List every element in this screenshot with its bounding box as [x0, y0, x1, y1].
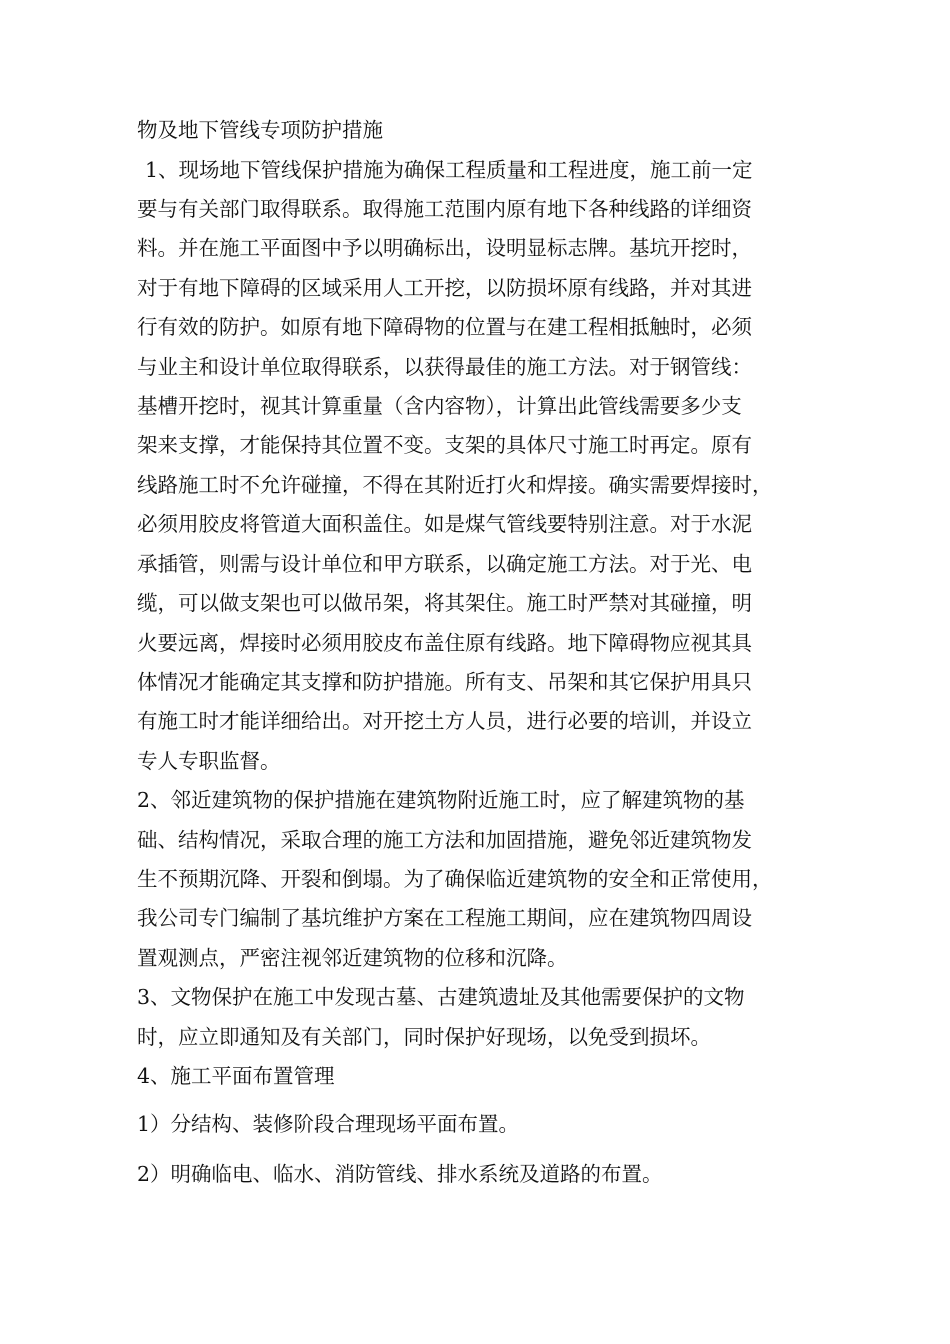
paragraph-line: 料。并在施工平面图中予以明确标出，设明显标志牌。基坑开挖时， [137, 236, 752, 260]
paragraph-line: 专人专职监督。 [137, 749, 281, 773]
paragraph-line: 有施工时才能详细给出。对开挖土方人员，进行必要的培训，并设立 [137, 709, 752, 733]
paragraph-line: 3、文物保护在施工中发现古墓、古建筑遗址及其他需要保护的文物 [137, 985, 745, 1009]
paragraph-line: 置观测点，严密注视邻近建筑物的位移和沉降。 [137, 946, 568, 970]
paragraph-line: 2、邻近建筑物的保护措施在建筑物附近施工时，应了解建筑物的基 [137, 788, 745, 812]
paragraph-line: 1、现场地下管线保护措施为确保工程质量和工程进度，施工前一定 [145, 158, 753, 182]
paragraph-line: 对于有地下障碍的区域采用人工开挖，以防损坏原有线路，并对其进 [137, 276, 752, 300]
paragraph-line: 基槽开挖时，视其计算重量（含内容物），计算出此管线需要多少支 [137, 394, 742, 418]
paragraph-line: 火要远离，焊接时必须用胶皮布盖住原有线路。地下障碍物应视其具 [137, 631, 752, 655]
paragraph-line: 必须用胶皮将管道大面积盖住。如是煤气管线要特别注意。对于水泥 [137, 512, 752, 536]
paragraph-line: 体情况才能确定其支撑和防护措施。所有支、吊架和其它保护用具只 [137, 670, 752, 694]
paragraph-line: 础、结构情况，采取合理的施工方法和加固措施，避免邻近建筑物发 [137, 828, 752, 852]
paragraph-line: 架来支撑，才能保持其位置不变。支架的具体尺寸施工时再定。原有 [137, 433, 752, 457]
paragraph-line: 我公司专门编制了基坑维护方案在工程施工期间，应在建筑物四周设 [137, 906, 752, 930]
paragraph-line: 行有效的防护。如原有地下障碍物的位置与在建工程相抵触时，必须 [137, 315, 752, 339]
section-heading: 4、施工平面布置管理 [137, 1064, 335, 1088]
paragraph-line: 线路施工时不允许碰撞，不得在其附近打火和焊接。确实需要焊接时， [137, 473, 773, 497]
paragraph-line: 要与有关部门取得联系。取得施工范围内原有地下各种线路的详细资 [137, 197, 752, 221]
paragraph-line: 缆，可以做支架也可以做吊架，将其架住。施工时严禁对其碰撞，明 [137, 591, 752, 615]
paragraph-line: 与业主和设计单位取得联系，以获得最佳的施工方法。对于钢管线： [137, 355, 752, 379]
section-heading: 物及地下管线专项防护措施 [137, 118, 383, 142]
paragraph-line: 生不预期沉降、开裂和倒塌。为了确保临近建筑物的安全和正常使用， [137, 867, 773, 891]
list-item: 2）明确临电、临水、消防管线、排水系统及道路的布置。 [137, 1162, 663, 1186]
paragraph-line: 承插管，则需与设计单位和甲方联系，以确定施工方法。对于光、电 [137, 552, 752, 576]
paragraph-line: 时，应立即通知及有关部门，同时保护好现场，以免受到损坏。 [137, 1025, 711, 1049]
list-item: 1）分结构、装修阶段合理现场平面布置。 [137, 1112, 520, 1136]
